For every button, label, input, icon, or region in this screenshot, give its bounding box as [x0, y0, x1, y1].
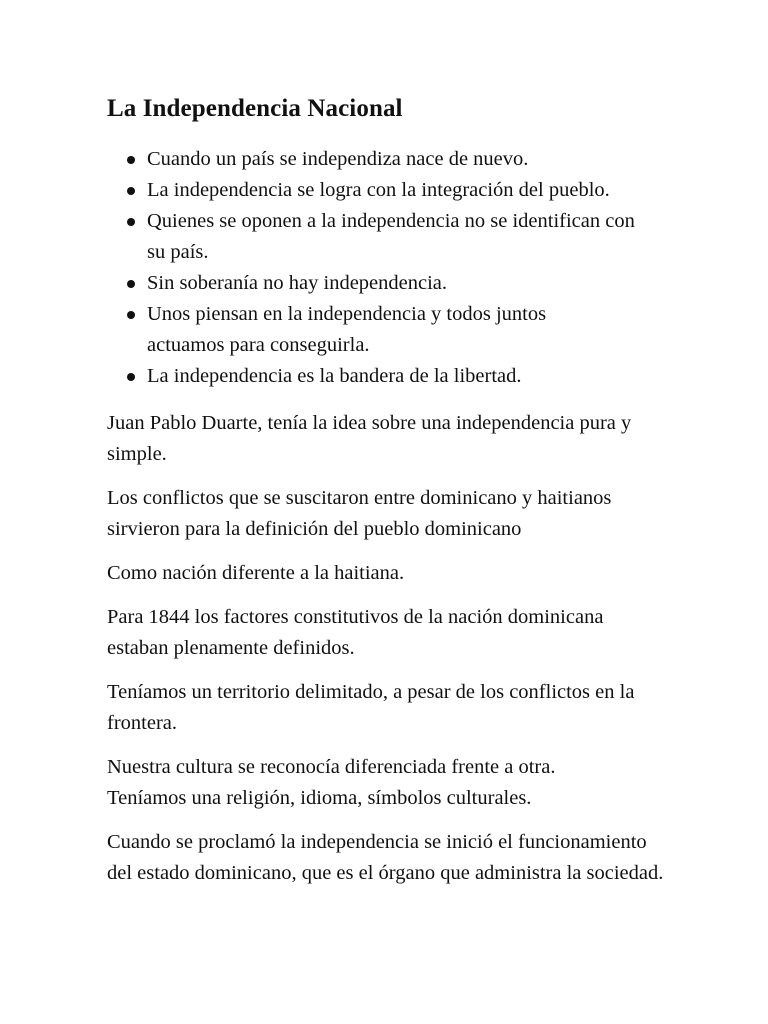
bullet-item	[107, 361, 707, 392]
bullet-text: Unos piensan en la independencia y todos juntos actuamos para conseguirla.	[147, 303, 547, 356]
bullet-text: La independencia es la bandera de la libertad.	[147, 365, 522, 387]
bullet-item	[107, 268, 707, 299]
paragraph: Como nación diferente a la haitiana.	[107, 562, 405, 584]
bullet-dot-icon	[127, 373, 135, 381]
paragraph: Nuestra cultura se reconocía diferenciada frente a otra. Teníamos una religión, idioma, símbolos culturales.	[107, 756, 556, 809]
document-page	[107, 92, 707, 889]
paragraph: Teníamos un territorio delimitado, a pesar de los conflictos en la frontera.	[107, 681, 635, 734]
bullet-dot-icon	[127, 156, 135, 164]
bullet-text: La independencia se logra con la integración del pueblo.	[147, 179, 610, 201]
bullet-list	[107, 144, 707, 392]
bullet-text: Cuando un país se independiza nace de nuevo.	[147, 148, 529, 170]
bullet-dot-icon	[127, 187, 135, 195]
paragraph: Para 1844 los factores constitutivos de la nación dominicana estaban plenamente definidos.	[107, 606, 604, 659]
bullet-text: Quienes se oponen a la independencia no se identifican con su país.	[147, 210, 635, 263]
bullet-dot-icon	[127, 218, 135, 226]
document-title: La Independencia Nacional	[107, 95, 403, 122]
bullet-item	[107, 206, 657, 268]
paragraph: Los conflictos que se suscitaron entre dominicano y haitianos sirvieron para la definición del pueblo dominicano	[107, 487, 612, 540]
bullet-item	[107, 144, 707, 175]
bullet-item	[107, 299, 627, 361]
bullet-item	[107, 175, 707, 206]
paragraph: Juan Pablo Duarte, tenía la idea sobre una independencia pura y simple.	[107, 412, 632, 465]
bullet-text: Sin soberanía no hay independencia.	[147, 272, 448, 294]
paragraph: Cuando se proclamó la independencia se inició el funcionamiento del estado dominicano, que es el órgano que administra la sociedad.	[107, 831, 664, 884]
bullet-dot-icon	[127, 311, 135, 319]
bullet-dot-icon	[127, 280, 135, 288]
